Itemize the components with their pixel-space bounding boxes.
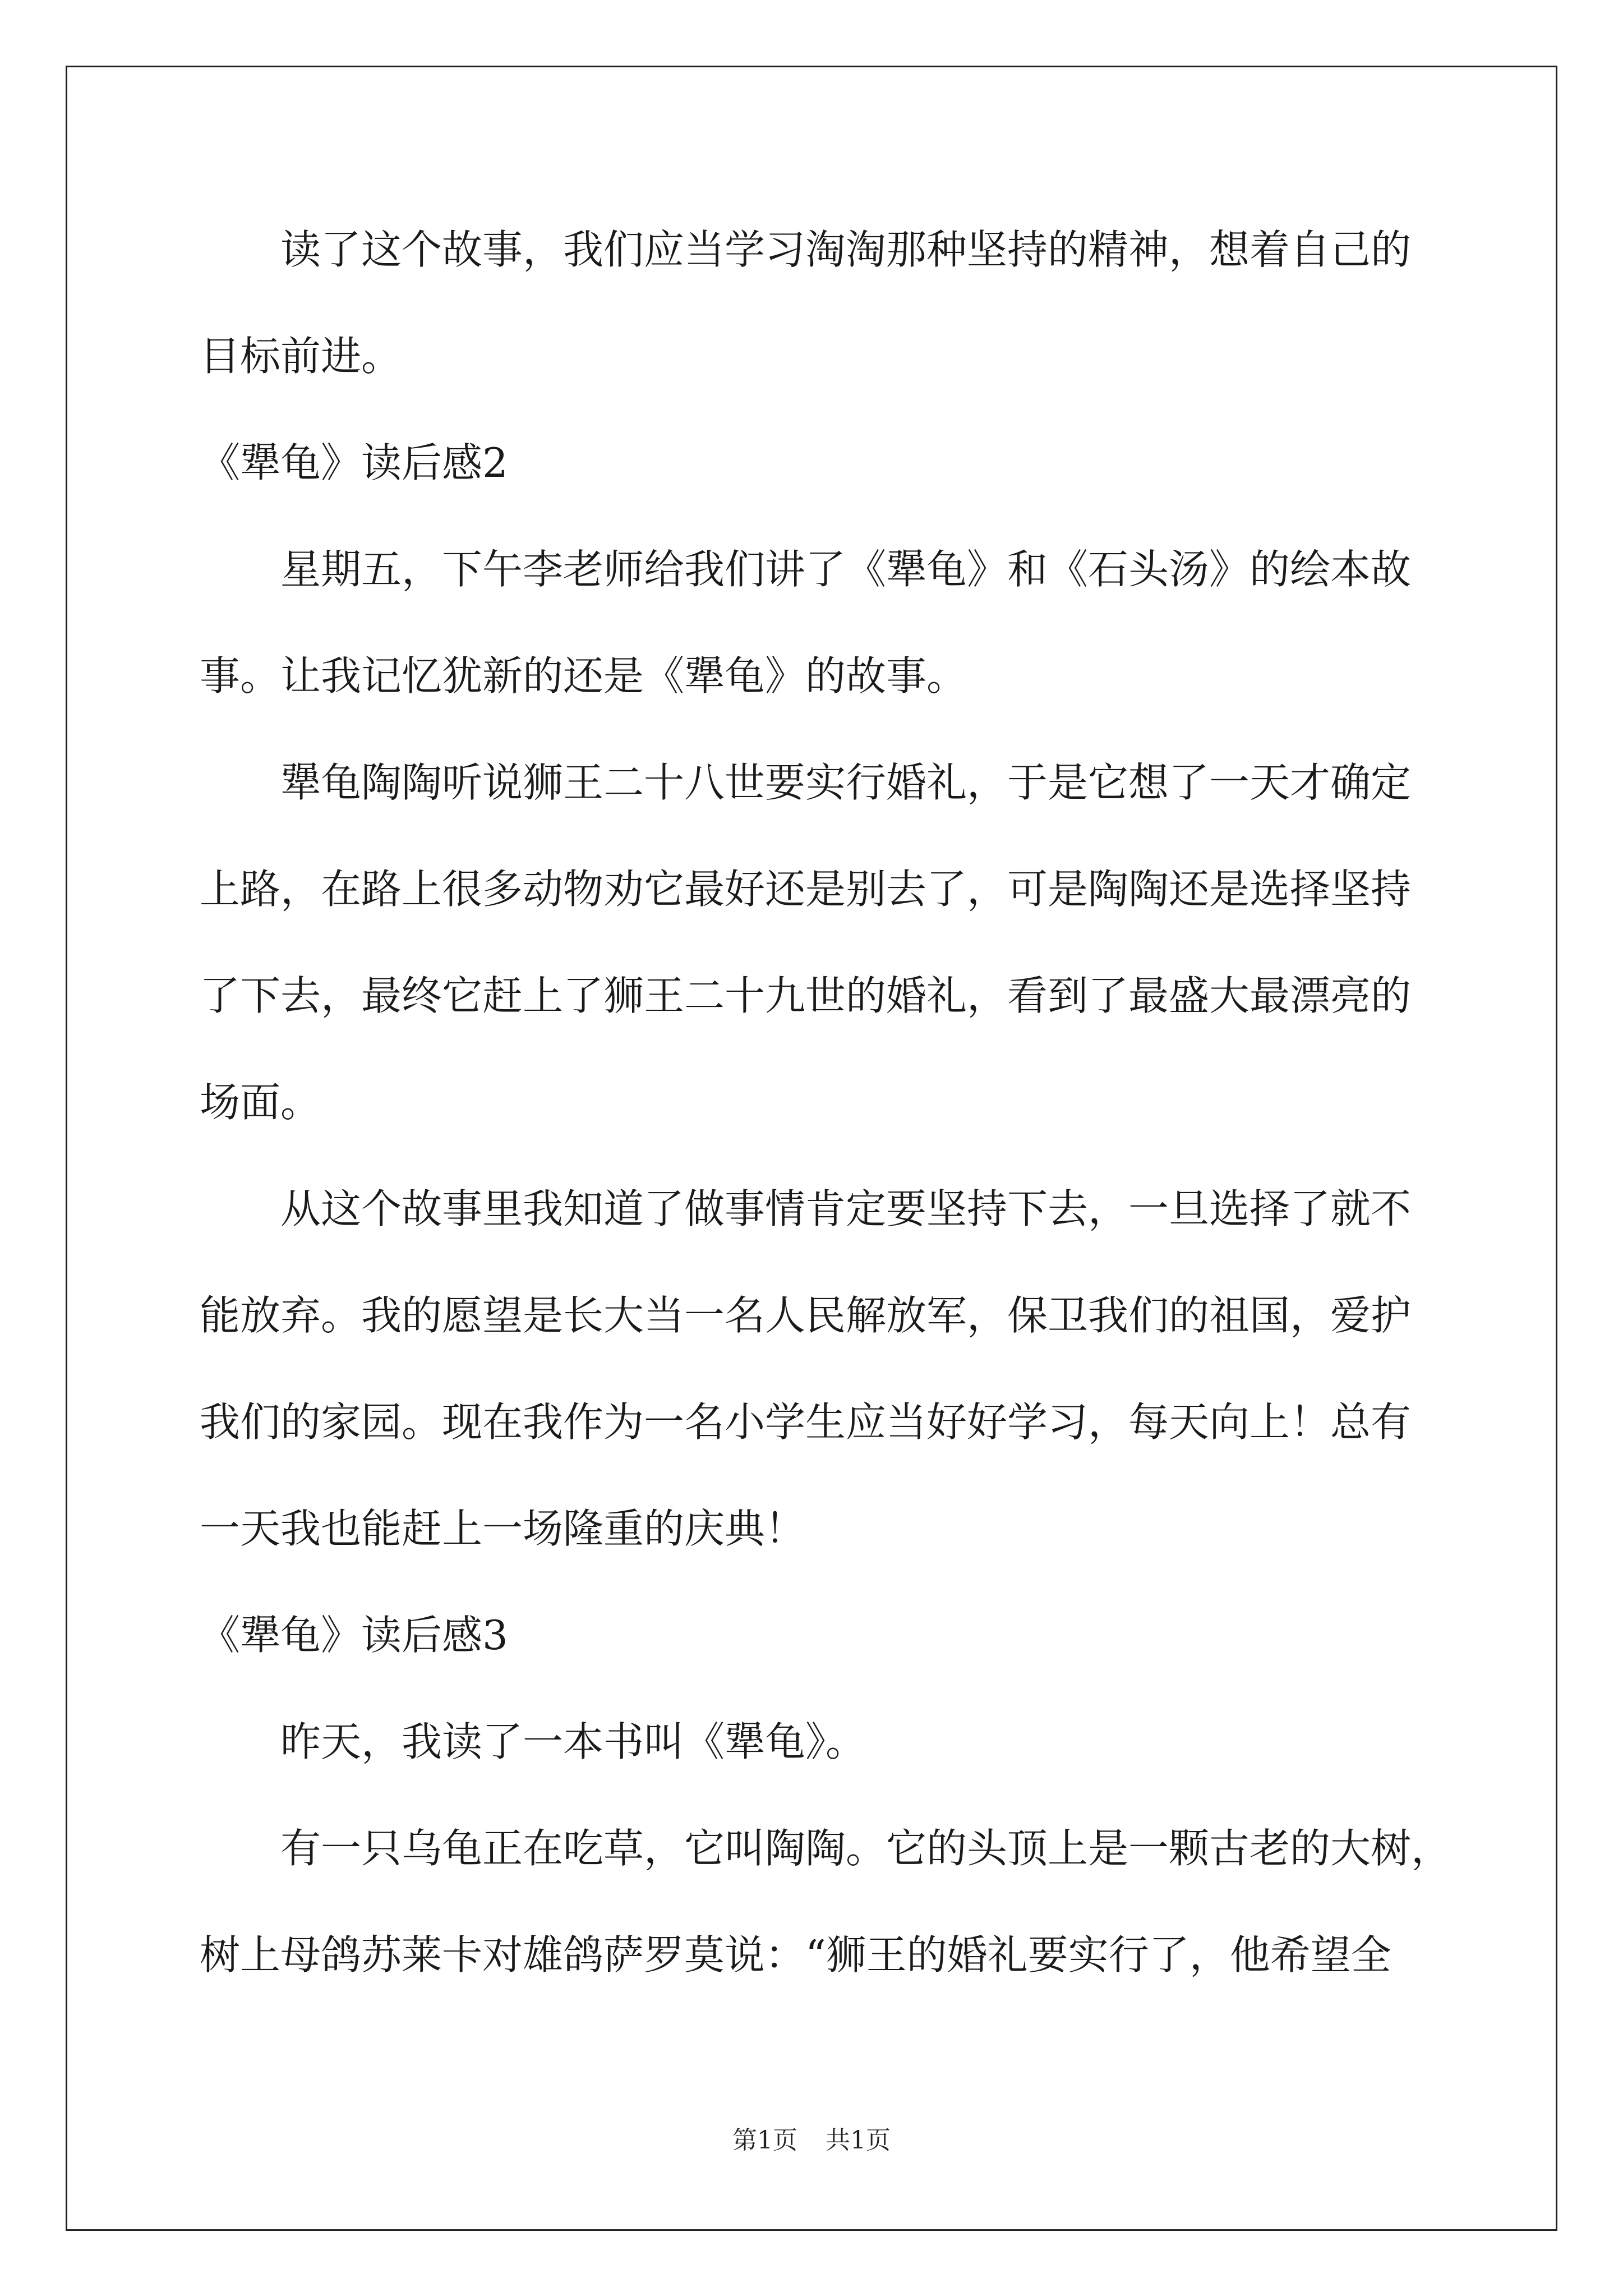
paragraph-line: 能放弃。我的愿望是长大当一名人民解放军，保卫我们的祖国，爱护: [200, 1292, 1412, 1339]
page-footer: [0, 2125, 1623, 2156]
page-border: [66, 66, 1557, 2231]
paragraph-line: 有一只乌龟正在吃草，它叫陶陶。它的头顶上是一颗古老的大树，: [280, 1825, 1452, 1872]
paragraph-line: 昨天，我读了一本书叫《犟龟》。: [280, 1718, 866, 1765]
page-number: 第1页: [732, 2126, 797, 2155]
page-total: 共1页: [826, 2126, 891, 2155]
paragraph-line: 场面。: [200, 1079, 321, 1126]
paragraph-line: 犟龟陶陶听说狮王二十八世要实行婚礼，于是它想了一天才确定: [280, 759, 1412, 806]
section-heading: 《犟龟》读后感3: [200, 1612, 508, 1659]
paragraph-line: 我们的家园。现在我作为一名小学生应当好好学习，每天向上！总有: [200, 1398, 1412, 1446]
paragraph-line: 一天我也能赶上一场隆重的庆典！: [200, 1505, 806, 1552]
paragraph-line: 星期五，下午李老师给我们讲了《犟龟》和《石头汤》的绘本故: [280, 546, 1412, 593]
section-heading: 《犟龟》读后感2: [200, 439, 508, 486]
paragraph-line: 读了这个故事，我们应当学习淘淘那种坚持的精神，想着自己的: [280, 226, 1412, 273]
paragraph-line: 上路，在路上很多动物劝它最好还是别去了，可是陶陶还是选择坚持: [200, 866, 1412, 913]
paragraph-line: 了下去，最终它赶上了狮王二十九世的婚礼，看到了最盛大最漂亮的: [200, 972, 1412, 1019]
paragraph-line: 目标前进。: [200, 333, 402, 380]
paragraph-line: 事。让我记忆犹新的还是《犟龟》的故事。: [200, 652, 967, 700]
paragraph-line: 树上母鸽苏莱卡对雄鸽萨罗莫说：“狮王的婚礼要实行了，他希望全: [200, 1931, 1391, 1978]
paragraph-line: 从这个故事里我知道了做事情肯定要坚持下去，一旦选择了就不: [280, 1185, 1412, 1232]
